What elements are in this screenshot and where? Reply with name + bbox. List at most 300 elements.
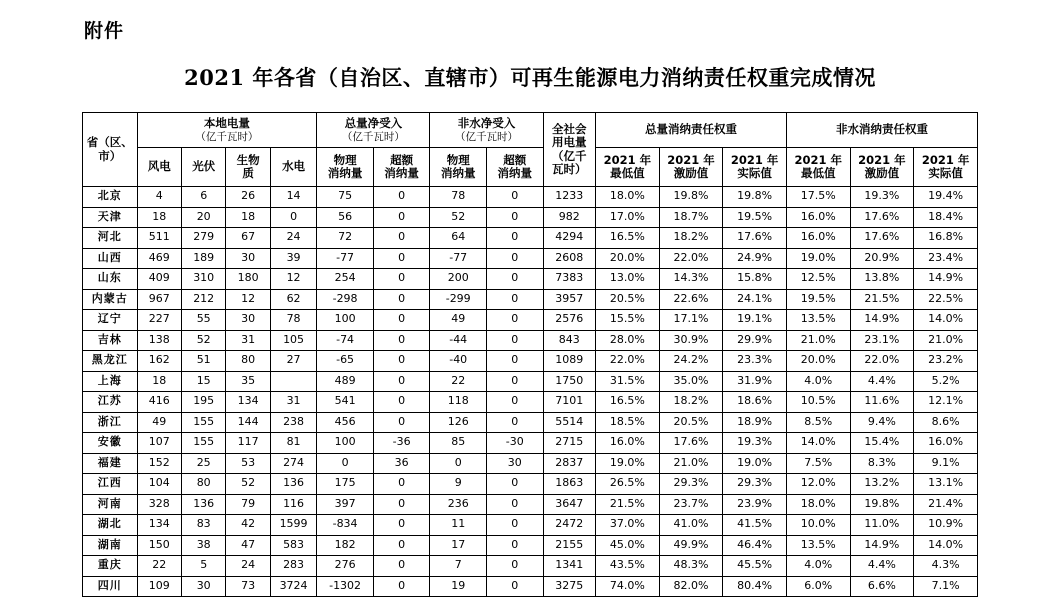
data-cell: 117	[226, 433, 270, 454]
data-cell: -65	[317, 351, 374, 372]
table-row	[83, 351, 978, 372]
data-cell: 227	[137, 310, 181, 331]
data-cell: 9.1%	[914, 453, 978, 474]
data-cell: 0	[486, 351, 543, 372]
data-cell: 0	[373, 371, 430, 392]
data-cell: 19.5%	[786, 289, 850, 310]
data-cell: 276	[317, 556, 374, 577]
data-cell: 23.2%	[914, 351, 978, 372]
table-row	[83, 576, 978, 597]
header-hydro: 水电	[270, 148, 316, 187]
data-cell: 67	[226, 228, 270, 249]
data-cell: 45.0%	[596, 535, 660, 556]
header-group-total-consumption-weight: 总量消纳责任权重	[596, 113, 787, 148]
header-nonhydro-incentive: 2021 年 激励值	[850, 148, 914, 187]
data-cell: -40	[430, 351, 487, 372]
data-cell: 45.5%	[723, 556, 787, 577]
province-cell: 吉林	[83, 330, 138, 351]
data-cell: 397	[317, 494, 374, 515]
table-row	[83, 515, 978, 536]
province-cell: 河南	[83, 494, 138, 515]
data-cell: 14.0%	[914, 310, 978, 331]
data-cell: 30	[226, 310, 270, 331]
data-cell: 0	[270, 207, 316, 228]
data-cell: 3724	[270, 576, 316, 597]
header-group-row	[83, 113, 978, 148]
data-cell: 19.1%	[723, 310, 787, 331]
data-cell: 23.7%	[659, 494, 723, 515]
data-cell: 18	[137, 371, 181, 392]
data-cell: 48.3%	[659, 556, 723, 577]
data-cell: 6.0%	[786, 576, 850, 597]
data-cell: 175	[317, 474, 374, 495]
table-row	[83, 412, 978, 433]
data-cell: 18.0%	[596, 187, 660, 208]
data-cell: -834	[317, 515, 374, 536]
table-row	[83, 187, 978, 208]
data-cell: 16.0%	[786, 207, 850, 228]
data-cell: 0	[486, 228, 543, 249]
table-row	[83, 392, 978, 413]
header-nonhydro-min: 2021 年 最低值	[786, 148, 850, 187]
data-cell: 14.0%	[914, 535, 978, 556]
data-cell: 0	[373, 515, 430, 536]
data-cell: 236	[430, 494, 487, 515]
data-cell: 74.0%	[596, 576, 660, 597]
data-cell: 18.6%	[723, 392, 787, 413]
table-row	[83, 228, 978, 249]
data-cell: 7.1%	[914, 576, 978, 597]
data-cell: 64	[430, 228, 487, 249]
data-cell: 0	[373, 576, 430, 597]
data-cell: 0	[373, 228, 430, 249]
data-cell: 19.8%	[659, 187, 723, 208]
data-cell: 51	[181, 351, 225, 372]
data-cell: 83	[181, 515, 225, 536]
data-cell: 10.9%	[914, 515, 978, 536]
data-cell: 4.4%	[850, 371, 914, 392]
data-cell: 5.2%	[914, 371, 978, 392]
header-total-actual: 2021 年 实际值	[723, 148, 787, 187]
data-cell: 18.0%	[786, 494, 850, 515]
data-cell: 238	[270, 412, 316, 433]
data-cell: 8.6%	[914, 412, 978, 433]
data-cell: 10.0%	[786, 515, 850, 536]
data-cell: 3957	[543, 289, 596, 310]
table-row	[83, 371, 978, 392]
table-row	[83, 453, 978, 474]
data-cell: 107	[137, 433, 181, 454]
data-cell: 456	[317, 412, 374, 433]
data-cell: 134	[137, 515, 181, 536]
data-cell: 0	[373, 289, 430, 310]
data-cell: 19.8%	[723, 187, 787, 208]
header-solar: 光伏	[181, 148, 225, 187]
data-cell: 31.5%	[596, 371, 660, 392]
data-cell: 189	[181, 248, 225, 269]
data-cell: 469	[137, 248, 181, 269]
data-cell: 0	[373, 412, 430, 433]
data-cell: 0	[373, 269, 430, 290]
data-cell: 80	[226, 351, 270, 372]
data-cell: 7101	[543, 392, 596, 413]
data-cell: 843	[543, 330, 596, 351]
data-cell: 0	[486, 412, 543, 433]
data-cell: 1750	[543, 371, 596, 392]
data-cell: 20.5%	[659, 412, 723, 433]
data-cell: 22	[137, 556, 181, 577]
data-cell: 11.0%	[850, 515, 914, 536]
province-cell: 山东	[83, 269, 138, 290]
data-cell: 0	[486, 187, 543, 208]
data-cell: 17.0%	[596, 207, 660, 228]
data-cell: 4.0%	[786, 556, 850, 577]
data-cell: 0	[486, 371, 543, 392]
data-cell: 489	[317, 371, 374, 392]
data-cell: 56	[317, 207, 374, 228]
data-cell: 416	[137, 392, 181, 413]
province-cell: 江苏	[83, 392, 138, 413]
data-cell: 52	[226, 474, 270, 495]
data-cell: 18.7%	[659, 207, 723, 228]
data-cell: 47	[226, 535, 270, 556]
province-cell: 安徽	[83, 433, 138, 454]
data-cell: 100	[317, 433, 374, 454]
header-total-society-consumption: 全社会 用电量 （亿千 瓦时）	[543, 113, 596, 187]
data-cell: 82.0%	[659, 576, 723, 597]
data-cell: 0	[486, 474, 543, 495]
province-cell: 黑龙江	[83, 351, 138, 372]
data-cell: 1089	[543, 351, 596, 372]
data-cell: 12	[270, 269, 316, 290]
data-cell: 24.2%	[659, 351, 723, 372]
data-cell: 23.1%	[850, 330, 914, 351]
data-cell: 22	[430, 371, 487, 392]
data-cell: 35	[226, 371, 270, 392]
data-cell: 409	[137, 269, 181, 290]
data-cell: 25	[181, 453, 225, 474]
header-wind: 风电	[137, 148, 181, 187]
data-cell: 134	[226, 392, 270, 413]
table-row	[83, 269, 978, 290]
data-cell: 6.6%	[850, 576, 914, 597]
data-cell: 4.4%	[850, 556, 914, 577]
data-cell: 10.5%	[786, 392, 850, 413]
data-cell: 11.6%	[850, 392, 914, 413]
data-cell: 18.2%	[659, 392, 723, 413]
data-cell: 27	[270, 351, 316, 372]
data-cell: 49	[137, 412, 181, 433]
data-cell: 3647	[543, 494, 596, 515]
data-cell: 13.5%	[786, 535, 850, 556]
data-cell: -74	[317, 330, 374, 351]
header-total-physical: 物理 消纳量	[317, 148, 374, 187]
data-cell: 0	[373, 392, 430, 413]
data-cell: 126	[430, 412, 487, 433]
data-cell: 20.0%	[596, 248, 660, 269]
data-cell: 20.0%	[786, 351, 850, 372]
data-cell: 30	[181, 576, 225, 597]
data-cell: 104	[137, 474, 181, 495]
province-cell: 湖北	[83, 515, 138, 536]
data-cell: 14.9%	[850, 535, 914, 556]
data-cell: 18	[137, 207, 181, 228]
table-row	[83, 535, 978, 556]
province-cell: 内蒙古	[83, 289, 138, 310]
data-cell: 2715	[543, 433, 596, 454]
province-cell: 湖南	[83, 535, 138, 556]
data-cell: 17	[430, 535, 487, 556]
data-table-container	[82, 112, 978, 597]
data-cell: 0	[486, 289, 543, 310]
data-cell: 14.0%	[786, 433, 850, 454]
data-cell: 28.0%	[596, 330, 660, 351]
data-cell: 182	[317, 535, 374, 556]
data-cell: 1599	[270, 515, 316, 536]
data-cell: 279	[181, 228, 225, 249]
data-cell: 0	[317, 453, 374, 474]
data-cell: 21.0%	[659, 453, 723, 474]
data-cell: 18.4%	[914, 207, 978, 228]
data-cell: 24	[270, 228, 316, 249]
data-cell: 22.0%	[596, 351, 660, 372]
data-cell: 5514	[543, 412, 596, 433]
data-cell: 24.1%	[723, 289, 787, 310]
table-row	[83, 433, 978, 454]
data-cell: 16.5%	[596, 392, 660, 413]
data-cell: 30.9%	[659, 330, 723, 351]
data-cell: 2472	[543, 515, 596, 536]
data-cell: 583	[270, 535, 316, 556]
data-cell: 2837	[543, 453, 596, 474]
data-cell: 180	[226, 269, 270, 290]
data-cell: 136	[181, 494, 225, 515]
data-cell: 0	[486, 248, 543, 269]
data-cell: 0	[373, 556, 430, 577]
data-cell: 118	[430, 392, 487, 413]
data-cell: 109	[137, 576, 181, 597]
data-cell: 105	[270, 330, 316, 351]
data-cell: 12.5%	[786, 269, 850, 290]
data-cell: 3275	[543, 576, 596, 597]
data-cell: -30	[486, 433, 543, 454]
data-cell: 19.0%	[596, 453, 660, 474]
data-cell: 150	[137, 535, 181, 556]
data-cell: 75	[317, 187, 374, 208]
data-cell: 0	[486, 556, 543, 577]
data-cell: 0	[486, 310, 543, 331]
data-cell: -77	[430, 248, 487, 269]
data-cell: 73	[226, 576, 270, 597]
data-cell: 11	[430, 515, 487, 536]
data-cell: 19.4%	[914, 187, 978, 208]
data-cell: 53	[226, 453, 270, 474]
data-cell: 13.8%	[850, 269, 914, 290]
header-nonhydro-excess: 超额 消纳量	[486, 148, 543, 187]
data-cell: 982	[543, 207, 596, 228]
data-cell: 79	[226, 494, 270, 515]
data-cell: 138	[137, 330, 181, 351]
data-cell: 14.9%	[914, 269, 978, 290]
data-cell: 100	[317, 310, 374, 331]
data-cell: 967	[137, 289, 181, 310]
province-cell: 河北	[83, 228, 138, 249]
data-cell: -77	[317, 248, 374, 269]
data-cell: 36	[373, 453, 430, 474]
table-row	[83, 310, 978, 331]
data-cell: 52	[430, 207, 487, 228]
data-cell: 19.0%	[786, 248, 850, 269]
data-cell: 23.3%	[723, 351, 787, 372]
data-cell: 2608	[543, 248, 596, 269]
data-cell: 162	[137, 351, 181, 372]
header-group-non-hydro-net-input: 非水净受入 （亿千瓦时）	[430, 113, 543, 148]
header-nonhydro-physical: 物理 消纳量	[430, 148, 487, 187]
data-cell: 195	[181, 392, 225, 413]
data-cell: 35.0%	[659, 371, 723, 392]
data-cell: 4294	[543, 228, 596, 249]
table-row	[83, 207, 978, 228]
data-cell: 9.4%	[850, 412, 914, 433]
data-cell: 12.1%	[914, 392, 978, 413]
data-cell: 541	[317, 392, 374, 413]
data-cell: 19.3%	[850, 187, 914, 208]
data-cell: 13.0%	[596, 269, 660, 290]
table-row	[83, 330, 978, 351]
header-total-min: 2021 年 最低值	[596, 148, 660, 187]
data-cell: 0	[486, 576, 543, 597]
data-cell: 5	[181, 556, 225, 577]
data-cell: 17.6%	[850, 228, 914, 249]
data-cell: 81	[270, 433, 316, 454]
data-cell: 19.5%	[723, 207, 787, 228]
data-cell: 4	[137, 187, 181, 208]
data-cell: 22.5%	[914, 289, 978, 310]
data-cell: 18	[226, 207, 270, 228]
header-group-total-net-input: 总量净受入 （亿千瓦时）	[317, 113, 430, 148]
data-cell: 78	[270, 310, 316, 331]
data-cell: 19.0%	[723, 453, 787, 474]
data-cell: 2576	[543, 310, 596, 331]
data-cell: 0	[486, 269, 543, 290]
data-cell: 8.5%	[786, 412, 850, 433]
province-cell: 重庆	[83, 556, 138, 577]
data-cell: 0	[373, 474, 430, 495]
data-cell: 16.0%	[786, 228, 850, 249]
data-cell: 7	[430, 556, 487, 577]
table-row	[83, 474, 978, 495]
data-cell: 31.9%	[723, 371, 787, 392]
data-cell: 274	[270, 453, 316, 474]
province-cell: 浙江	[83, 412, 138, 433]
header-nonhydro-actual: 2021 年 实际值	[914, 148, 978, 187]
data-cell: 22.6%	[659, 289, 723, 310]
data-cell: 144	[226, 412, 270, 433]
data-cell: 152	[137, 453, 181, 474]
province-cell: 四川	[83, 576, 138, 597]
data-cell: 283	[270, 556, 316, 577]
table-row	[83, 289, 978, 310]
data-cell: 212	[181, 289, 225, 310]
data-cell: 21.0%	[786, 330, 850, 351]
data-cell: 0	[373, 494, 430, 515]
data-cell: 14	[270, 187, 316, 208]
province-cell: 北京	[83, 187, 138, 208]
data-cell: 12.0%	[786, 474, 850, 495]
data-cell: 2155	[543, 535, 596, 556]
data-cell: 19	[430, 576, 487, 597]
data-cell: 1233	[543, 187, 596, 208]
table-header	[83, 113, 978, 187]
data-cell: 200	[430, 269, 487, 290]
header-group-local-power: 本地电量 （亿千瓦时）	[137, 113, 317, 148]
data-cell: 62	[270, 289, 316, 310]
data-cell: 14.9%	[850, 310, 914, 331]
province-cell: 天津	[83, 207, 138, 228]
data-cell: 15	[181, 371, 225, 392]
renewable-energy-table	[82, 112, 978, 597]
data-cell: 29.3%	[659, 474, 723, 495]
data-cell: 80.4%	[723, 576, 787, 597]
data-cell: 0	[486, 494, 543, 515]
data-cell: 49	[430, 310, 487, 331]
data-cell: 52	[181, 330, 225, 351]
data-cell: 43.5%	[596, 556, 660, 577]
data-cell	[270, 371, 316, 392]
data-cell: 39	[270, 248, 316, 269]
data-cell: 254	[317, 269, 374, 290]
data-cell: 17.6%	[659, 433, 723, 454]
data-cell: 4.3%	[914, 556, 978, 577]
data-cell: 22.0%	[659, 248, 723, 269]
data-cell: 16.5%	[596, 228, 660, 249]
data-cell: 38	[181, 535, 225, 556]
data-cell: 20.5%	[596, 289, 660, 310]
data-cell: 16.0%	[596, 433, 660, 454]
data-cell: 49.9%	[659, 535, 723, 556]
data-cell: 0	[373, 187, 430, 208]
data-cell: 78	[430, 187, 487, 208]
province-cell: 山西	[83, 248, 138, 269]
province-cell: 辽宁	[83, 310, 138, 331]
data-cell: 6	[181, 187, 225, 208]
data-cell: 9	[430, 474, 487, 495]
data-cell: 7.5%	[786, 453, 850, 474]
data-cell: 155	[181, 433, 225, 454]
data-cell: 23.4%	[914, 248, 978, 269]
data-cell: 41.5%	[723, 515, 787, 536]
data-cell: -1302	[317, 576, 374, 597]
header-province: 省（区、 市）	[83, 113, 138, 187]
header-total-excess: 超额 消纳量	[373, 148, 430, 187]
data-cell: 46.4%	[723, 535, 787, 556]
header-sub-row	[83, 148, 978, 187]
data-cell: 0	[486, 330, 543, 351]
data-cell: 16.8%	[914, 228, 978, 249]
data-cell: 18.2%	[659, 228, 723, 249]
data-cell: 12	[226, 289, 270, 310]
data-cell: 0	[486, 515, 543, 536]
data-cell: 0	[486, 392, 543, 413]
data-cell: 1341	[543, 556, 596, 577]
data-cell: 21.5%	[596, 494, 660, 515]
header-biomass: 生物 质	[226, 148, 270, 187]
header-total-incentive: 2021 年 激励值	[659, 148, 723, 187]
data-cell: 116	[270, 494, 316, 515]
data-cell: 0	[486, 207, 543, 228]
data-cell: 80	[181, 474, 225, 495]
data-cell: 0	[373, 248, 430, 269]
